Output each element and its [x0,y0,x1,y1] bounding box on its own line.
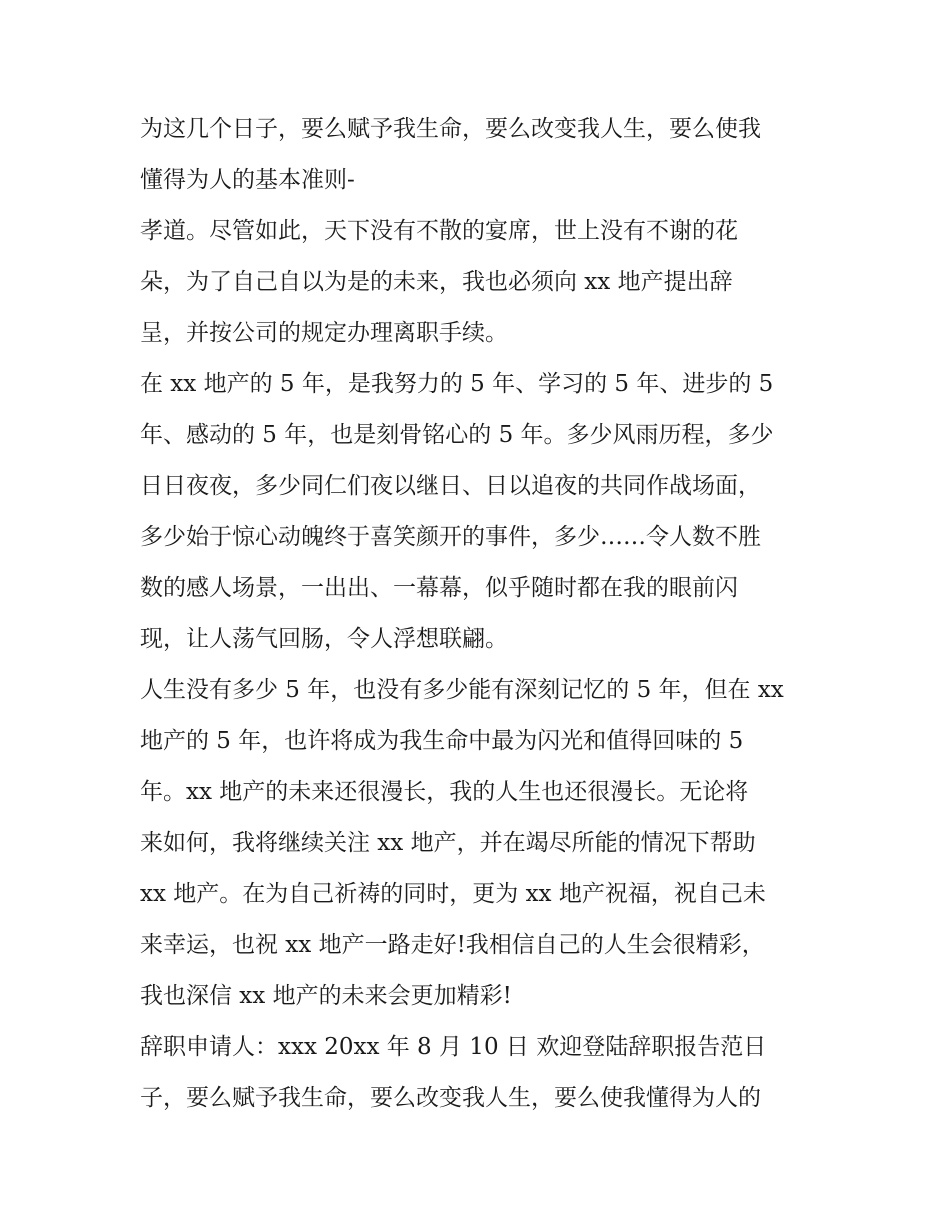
text-line: 多少始于惊心动魄终于喜笑颜开的事件，多少……令人数不胜 [140,524,761,550]
text-line: 呈，并按公司的规定办理离职手续。 [140,320,508,346]
text-line: 朵，为了自己自以为是的未来，我也必须向 xx 地产提出辞 [140,269,733,295]
text-line: xx 地产。在为自己祈祷的同时，更为 xx 地产祝福，祝自己未 [140,881,766,907]
text-line: 数的感人场景，一出出、一幕幕，似乎随时都在我的眼前闪 [140,575,738,601]
text-line: 地产的 5 年，也许将成为我生命中最为闪光和值得回味的 5 [140,728,744,754]
text-line: 子，要么赋予我生命，要么改变我人生，要么使我懂得为人的 [140,1085,761,1111]
text-line: 年、感动的 5 年，也是刻骨铭心的 5 年。多少风雨历程，多少 [140,422,774,448]
text-line: 在 xx 地产的 5 年，是我努力的 5 年、学习的 5 年、进步的 5 [140,371,774,397]
text-line: 为这几个日子，要么赋予我生命，要么改变我人生，要么使我 [140,116,761,142]
text-line: 日日夜夜，多少同仁们夜以继日、日以追夜的共同作战场面， [140,473,761,499]
text-line: 来幸运，也祝 xx 地产一路走好!我相信自己的人生会很精彩， [140,932,765,958]
text-line: 孝道。尽管如此，天下没有不散的宴席，世上没有不谢的花 [140,218,738,244]
text-line: 人生没有多少 5 年，也没有多少能有深刻记忆的 5 年，但在 xx [140,677,784,703]
text-line: 现，让人荡气回肠，令人浮想联翩。 [140,626,508,652]
text-line: 年。xx 地产的未来还很漫长，我的人生也还很漫长。无论将 [140,779,749,805]
text-line: 来如何，我将继续关注 xx 地产，并在竭尽所能的情况下帮助 [140,830,756,856]
signature-line: 辞职申请人：xxx 20xx 年 8 月 10 日 欢迎登陆辞职报告范日 [140,1034,767,1060]
text-line: 懂得为人的基本准则- [140,167,355,193]
resignation-letter-body [140,104,820,1124]
text-line: 我也深信 xx 地产的未来会更加精彩! [140,983,512,1009]
